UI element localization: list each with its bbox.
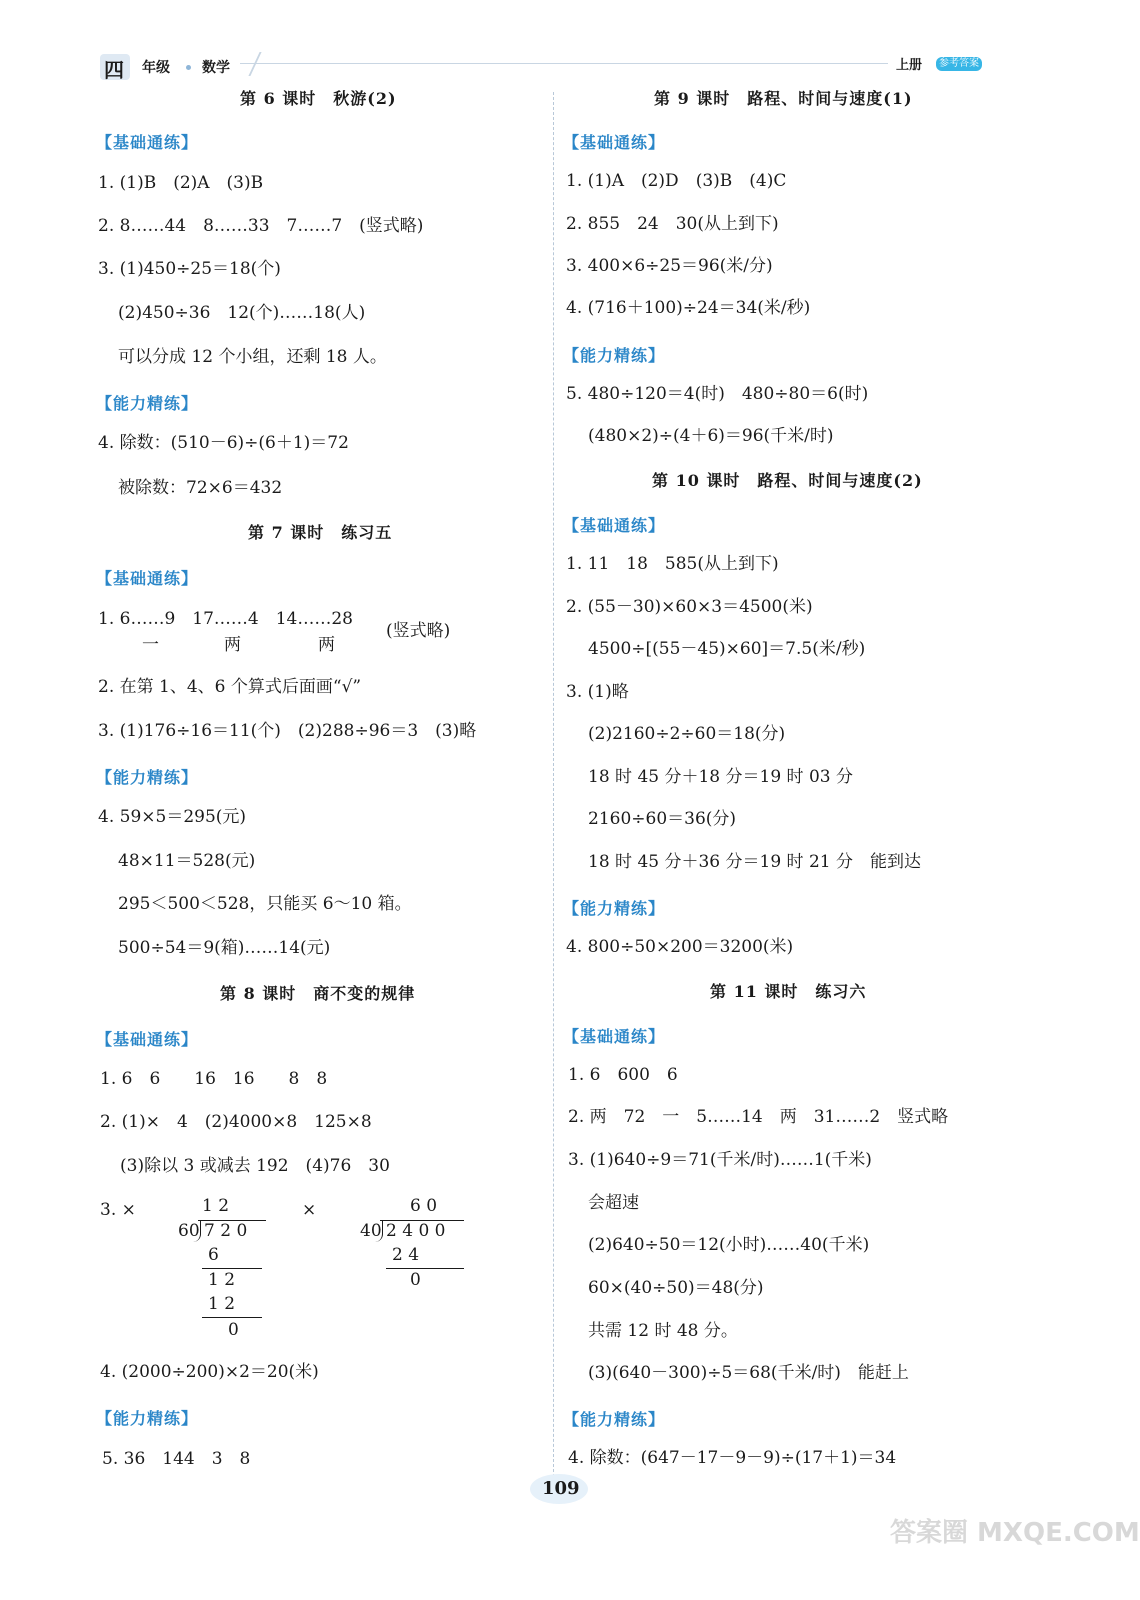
section-ability: 【能力精练】 (96, 394, 199, 413)
step: 1 2 (208, 1294, 236, 1314)
digit-count: 两 (224, 635, 241, 655)
answer-line: 48×11＝528(元) (118, 851, 256, 871)
lesson-title: 第 9 课时 路程、时间与速度(1) (654, 89, 913, 108)
wrong-mark: × (302, 1200, 317, 1220)
step: 2 4 (392, 1245, 420, 1265)
section-ability: 【能力精练】 (563, 899, 666, 918)
answer-line: 4. 除数：(647－17－9－9)÷(17＋1)＝34 (568, 1448, 897, 1468)
volume-label: 上册 (896, 58, 923, 73)
dividend: 7 2 0 (204, 1221, 248, 1241)
remainder: 0 (228, 1320, 239, 1340)
dividend: 2 4 0 0 (386, 1221, 446, 1241)
section-ability: 【能力精练】 (96, 1409, 199, 1428)
answer-line: 5. 36 144 3 8 (102, 1449, 251, 1469)
answer-line: 1. 6 600 6 (568, 1065, 678, 1085)
lesson-title: 第 7 课时 练习五 (248, 523, 393, 542)
digit-count: 两 (318, 635, 335, 655)
grade-badge (100, 54, 130, 80)
divisor: 40 (360, 1221, 382, 1241)
answer-line: 18 时 45 分＋36 分＝19 时 21 分 能到达 (588, 852, 921, 872)
answer-line: 可以分成 12 个小组，还剩 18 人。 (118, 347, 387, 367)
answer-line: (3)除以 3 或减去 192 (4)76 30 (120, 1156, 390, 1176)
subject-label: 数学 (202, 60, 230, 76)
division-bracket-curve (192, 1220, 201, 1242)
answer-line: 3. (1)略 (566, 682, 629, 702)
remainder: 0 (410, 1270, 421, 1290)
answer-line: 3. (1)176÷16＝11(个) (2)288÷96＝3 (3)略 (98, 721, 477, 741)
section-basic: 【基础通练】 (563, 1027, 666, 1046)
answer-line: 被除数：72×6＝432 (118, 478, 283, 498)
header-rule (240, 63, 888, 64)
section-basic: 【基础通练】 (563, 516, 666, 535)
lesson-title: 第 10 课时 路程、时间与速度(2) (652, 471, 923, 490)
answer-line: (480×2)÷(4＋6)＝96(千米/时) (588, 426, 834, 446)
answer-line: 1. (1)B (2)A (3)B (98, 173, 264, 193)
grade-mark: 四 (104, 58, 124, 82)
section-basic: 【基础通练】 (96, 133, 199, 152)
answer-line: 4500÷[(55－45)×60]＝7.5(米/秒) (588, 639, 866, 659)
watermark: 答案圈 MXQE.COM (890, 1518, 1140, 1548)
answer-line: 共需 12 时 48 分。 (588, 1321, 738, 1341)
header-rule-accent (230, 52, 261, 76)
answer-line: 2. 两 72 一 5……14 两 31……2 竖式略 (568, 1107, 949, 1127)
answer-line: 4. (716＋100)÷24＝34(米/秒) (566, 298, 811, 318)
answer-note: (竖式略) (386, 621, 451, 641)
answer-line: (2)640÷50＝12(小时)……40(千米) (588, 1235, 870, 1255)
page-number: 109 (542, 1478, 580, 1499)
answer-line: 2160÷60＝36(分) (588, 809, 737, 829)
answer-line: (2)450÷36 12(个)……18(人) (118, 303, 366, 323)
answer-line: 5. 480÷120＝4(时) 480÷80＝6(时) (566, 384, 869, 404)
lesson-title: 第 6 课时 秋游(2) (240, 89, 397, 108)
answer-line: 4. 800÷50×200＝3200(米) (566, 937, 794, 957)
section-basic: 【基础通练】 (96, 569, 199, 588)
long-division-1 (178, 1196, 268, 1346)
answer-line: 3. (1)640÷9＝71(千米/时)……1(千米) (568, 1150, 872, 1170)
answer-badge: 参考答案 (936, 57, 982, 71)
divisor: 60 (178, 1221, 200, 1241)
answer-line: 2. 8……44 8……33 7……7 (竖式略) (98, 216, 424, 236)
section-ability: 【能力精练】 (563, 1410, 666, 1429)
grade-label: 年级 (142, 60, 170, 76)
division-rule (202, 1317, 262, 1318)
answer-line: 60×(40÷50)＝48(分) (588, 1278, 764, 1298)
answer-line: 18 时 45 分＋18 分＝19 时 03 分 (588, 767, 853, 787)
division-rule (202, 1268, 262, 1269)
answer-line: 1. 6 6 16 16 8 8 (100, 1069, 328, 1089)
division-rule (386, 1268, 464, 1269)
answer-line: 295＜500＜528，只能买 6～10 箱。 (118, 894, 412, 914)
answer-line: 1. (1)A (2)D (3)B (4)C (566, 171, 787, 191)
answer-line: 500÷54＝9(箱)……14(元) (118, 938, 331, 958)
dot-separator (186, 65, 191, 70)
answer-line: 2. 在第 1、4、6 个算式后面画“√” (98, 677, 362, 697)
answer-line: 3. 400×6÷25＝96(米/分) (566, 256, 773, 276)
lesson-title: 第 8 课时 商不变的规律 (220, 984, 416, 1003)
section-ability: 【能力精练】 (96, 768, 199, 787)
answer-line: 3. × (100, 1200, 136, 1220)
answer-line: 2. 855 24 30(从上到下) (566, 214, 779, 234)
quotient: 6 0 (410, 1196, 438, 1216)
answer-line: 3. (1)450÷25＝18(个) (98, 259, 281, 279)
section-ability: 【能力精练】 (563, 346, 666, 365)
quotient: 1 2 (202, 1196, 230, 1216)
answer-line: 4. 除数：(510－6)÷(6＋1)＝72 (98, 433, 349, 453)
answer-line: 会超速 (588, 1193, 639, 1213)
section-basic: 【基础通练】 (96, 1030, 199, 1049)
answer-line: (3)(640－300)÷5＝68(千米/时) 能赶上 (588, 1363, 909, 1383)
answer-line: 1. 11 18 585(从上到下) (566, 554, 779, 574)
section-basic: 【基础通练】 (563, 133, 666, 152)
answer-line: 2. (55－30)×60×3＝4500(米) (566, 597, 813, 617)
answer-line: 4. (2000÷200)×2＝20(米) (100, 1362, 319, 1382)
answer-line: 2. (1)× 4 (2)4000×8 125×8 (100, 1112, 372, 1132)
long-division-2 (360, 1196, 470, 1296)
lesson-title: 第 11 课时 练习六 (710, 982, 867, 1001)
page-number-badge (530, 1474, 588, 1504)
digit-count: 一 (142, 635, 159, 655)
answer-line: (2)2160÷2÷60＝18(分) (588, 724, 786, 744)
answer-line: 4. 59×5＝295(元) (98, 807, 247, 827)
column-divider (553, 92, 554, 1492)
answer-line: 1. 6……9 17……4 14……28 (98, 609, 353, 629)
step: 6 (208, 1245, 219, 1265)
step: 1 2 (208, 1270, 236, 1290)
division-bracket-curve (374, 1220, 383, 1242)
